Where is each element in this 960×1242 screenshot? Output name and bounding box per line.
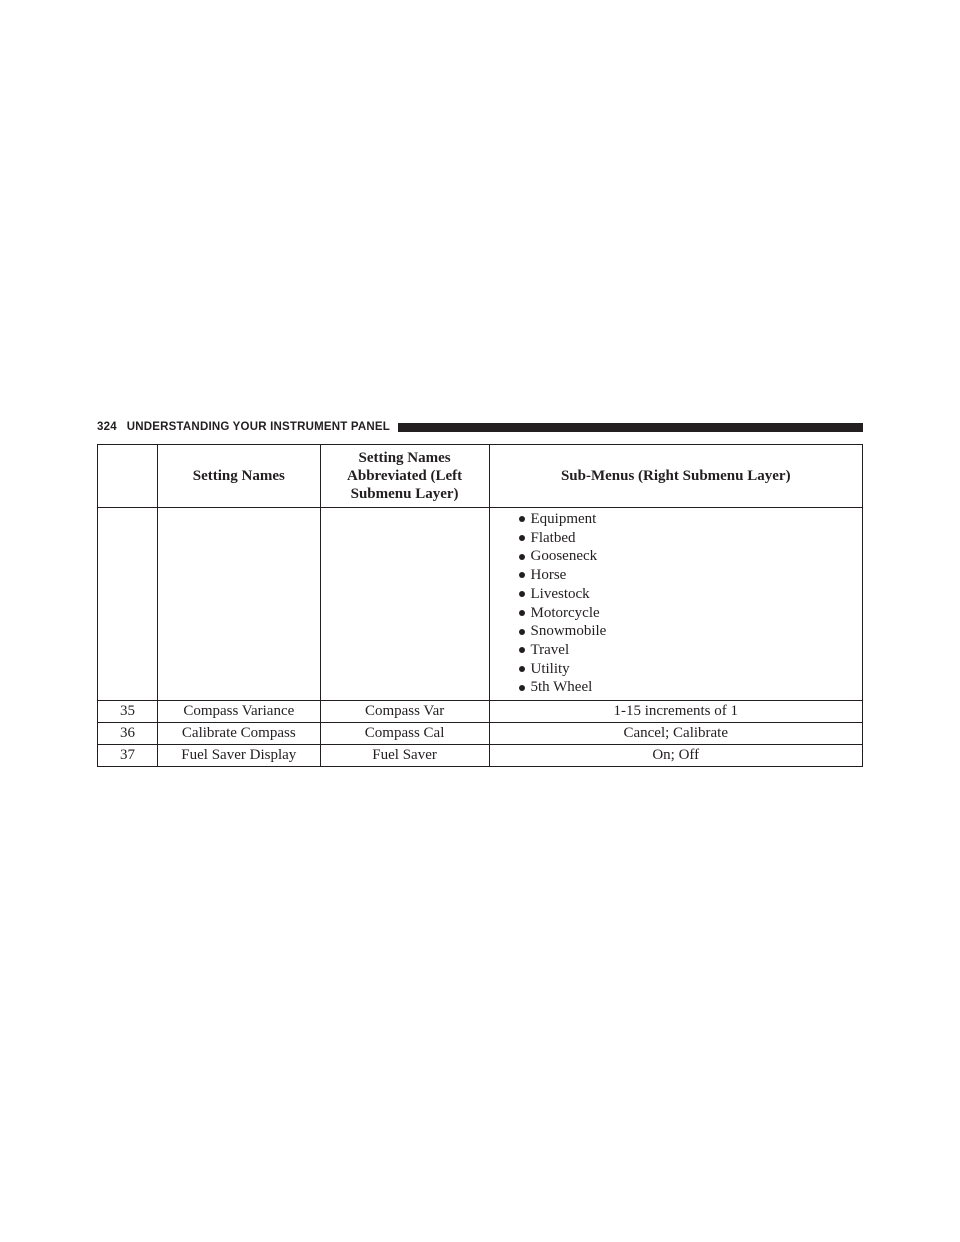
table-row	[98, 745, 863, 767]
list-item	[517, 641, 863, 660]
sub-menu-list	[517, 510, 863, 697]
list-item	[517, 529, 863, 548]
header-abbreviated-line: Submenu Layer)	[350, 486, 459, 502]
list-item-label: Travel	[530, 641, 570, 658]
row-number: 35	[98, 701, 158, 723]
bullet-icon	[519, 647, 525, 653]
bullet-icon	[519, 516, 525, 522]
row-sub-menus: Cancel; Calibrate	[489, 723, 863, 745]
table-header-row	[98, 445, 863, 508]
list-item	[517, 622, 863, 641]
list-item-label: Livestock	[530, 585, 590, 602]
bullet-icon	[519, 666, 525, 672]
header-setting-names: Setting Names	[157, 445, 320, 508]
bullet-icon	[519, 554, 525, 560]
header-sub-menus: Sub-Menus (Right Submenu Layer)	[489, 445, 863, 508]
row-setting-name: Compass Variance	[157, 701, 320, 723]
list-item	[517, 604, 863, 623]
list-item-label: Gooseneck	[530, 548, 598, 565]
table-cell	[157, 508, 320, 701]
row-sub-menus: On; Off	[489, 745, 863, 767]
row-abbreviated: Compass Cal	[320, 723, 489, 745]
list-item	[517, 585, 863, 604]
list-item	[517, 660, 863, 679]
list-item-label: Motorcycle	[530, 604, 600, 621]
table-row	[98, 701, 863, 723]
bullet-icon	[519, 685, 525, 691]
header-abbreviated-line: Setting Names	[358, 450, 451, 466]
sub-menu-list-cell	[489, 508, 863, 701]
list-item-label: 5th Wheel	[530, 679, 593, 696]
list-item	[517, 566, 863, 585]
row-abbreviated: Fuel Saver	[320, 745, 489, 767]
header-rule	[398, 423, 863, 432]
row-setting-name: Fuel Saver Display	[157, 745, 320, 767]
bullet-icon	[519, 629, 525, 635]
table-cell	[98, 508, 158, 701]
bullet-icon	[519, 572, 525, 578]
bullet-icon	[519, 535, 525, 541]
header-number	[98, 445, 158, 508]
list-item-label: Snowmobile	[530, 623, 607, 640]
section-title: UNDERSTANDING YOUR INSTRUMENT PANEL	[126, 421, 390, 433]
bullet-icon	[519, 591, 525, 597]
page-header	[97, 419, 863, 435]
page-number: 324	[97, 421, 117, 433]
list-item-label: Flatbed	[530, 529, 576, 546]
list-item	[517, 510, 863, 529]
table-row	[98, 723, 863, 745]
table-row-continued	[98, 508, 863, 701]
row-abbreviated: Compass Var	[320, 701, 489, 723]
list-item	[517, 547, 863, 566]
header-abbreviated	[320, 445, 489, 508]
list-item-label: Utility	[530, 660, 570, 677]
list-item-label: Equipment	[530, 511, 597, 527]
row-number: 36	[98, 723, 158, 745]
settings-table	[97, 444, 863, 767]
list-item	[517, 678, 863, 697]
table-cell	[320, 508, 489, 701]
row-sub-menus: 1-15 increments of 1	[489, 701, 863, 723]
header-abbreviated-line: Abbreviated (Left	[347, 468, 463, 484]
row-number: 37	[98, 745, 158, 767]
list-item-label: Horse	[530, 567, 567, 584]
row-setting-name: Calibrate Compass	[157, 723, 320, 745]
bullet-icon	[519, 610, 525, 616]
